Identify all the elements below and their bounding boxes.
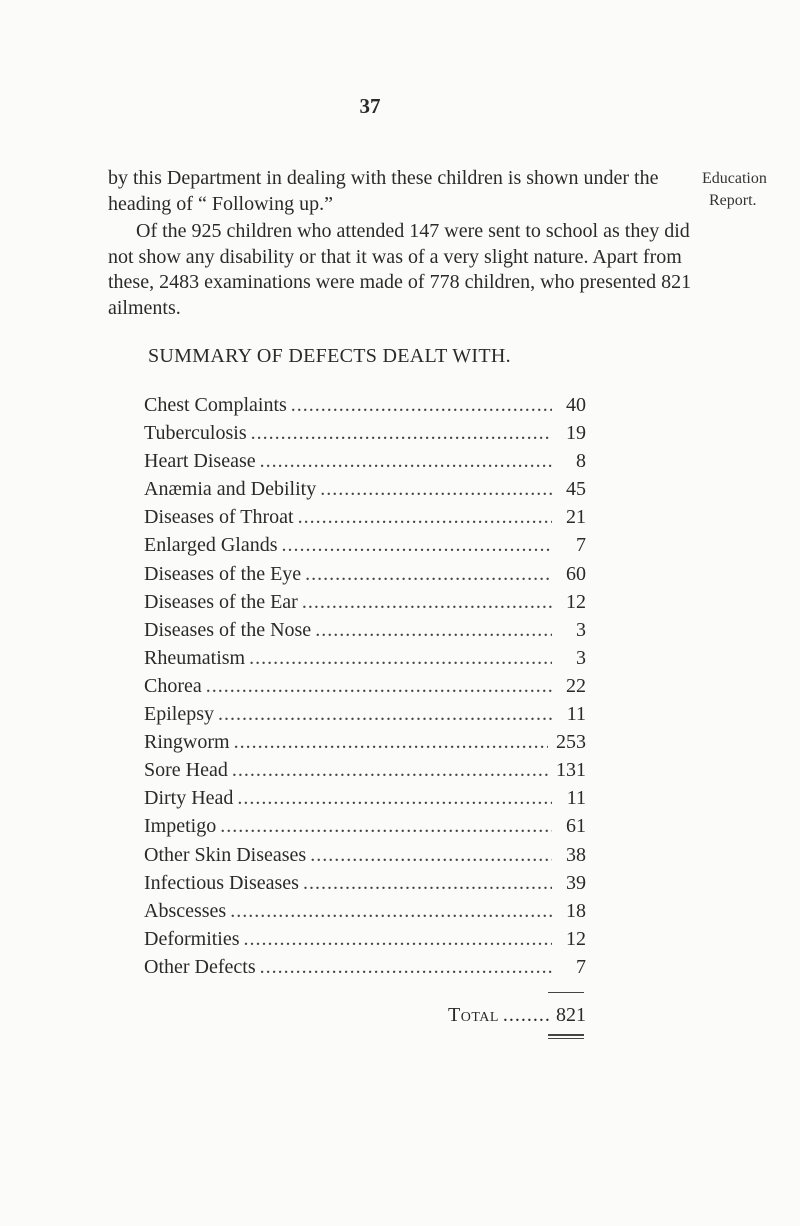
defect-name: Other Skin Diseases bbox=[144, 843, 307, 866]
defect-row bbox=[144, 784, 586, 812]
leader-dots bbox=[251, 419, 552, 447]
defect-name: Deformities bbox=[144, 927, 240, 950]
defect-row bbox=[144, 503, 586, 531]
defect-row bbox=[144, 475, 586, 503]
defect-name: Chorea bbox=[144, 674, 202, 697]
defect-count: 7 bbox=[576, 534, 586, 557]
defect-count: 39 bbox=[566, 871, 586, 894]
defect-count: 12 bbox=[566, 590, 586, 613]
leader-dots bbox=[244, 925, 552, 953]
defect-row bbox=[144, 869, 586, 897]
defect-name: Impetigo bbox=[144, 815, 217, 838]
defect-count: 45 bbox=[566, 478, 586, 501]
paragraph-continued: by this Department in dealing with these children is shown under the heading of “ Following up.” bbox=[108, 167, 659, 215]
defect-row bbox=[144, 812, 586, 840]
defect-row bbox=[144, 588, 586, 616]
defect-row bbox=[144, 925, 586, 953]
defect-name: Rheumatism bbox=[144, 646, 246, 669]
defect-count: 131 bbox=[556, 759, 586, 782]
summary-heading: SUMMARY OF DEFECTS DEALT WITH. bbox=[148, 345, 511, 367]
leader-dots bbox=[218, 700, 552, 728]
defect-count: 60 bbox=[566, 562, 586, 585]
defect-name: Diseases of the Nose bbox=[144, 618, 312, 641]
defect-name: Tuberculosis bbox=[144, 422, 247, 445]
leader-dots bbox=[260, 447, 552, 475]
defect-row bbox=[144, 419, 586, 447]
leader-dots bbox=[302, 588, 552, 616]
defect-name: Heart Disease bbox=[144, 450, 256, 473]
defect-name: Diseases of the Ear bbox=[144, 590, 298, 613]
defect-row bbox=[144, 756, 586, 784]
total-rule-bottom bbox=[548, 1034, 584, 1039]
defect-count: 11 bbox=[566, 787, 586, 810]
defect-name: Diseases of the Eye bbox=[144, 562, 302, 585]
total-rule-top bbox=[548, 992, 584, 993]
defect-name: Sore Head bbox=[144, 759, 228, 782]
defect-row bbox=[144, 700, 586, 728]
defect-count: 21 bbox=[566, 506, 586, 529]
defects-list bbox=[144, 391, 586, 981]
defect-count: 12 bbox=[566, 927, 586, 950]
margin-note-line-1: Education bbox=[702, 170, 767, 187]
paragraph-attendance: Of the 925 children who attended 147 were sent to school as they did not show any disability or that it was of a very slight nature. Apart from these, 2483 examinations were made of 778 children, who presented 821 ailments. bbox=[108, 220, 692, 319]
leader-dots bbox=[315, 616, 552, 644]
defect-name: Chest Complaints bbox=[144, 394, 287, 416]
leader-dots bbox=[237, 784, 552, 812]
defect-count: 8 bbox=[576, 450, 586, 473]
page-number: 37 bbox=[359, 94, 381, 118]
defect-row bbox=[144, 447, 586, 475]
defect-count: 253 bbox=[556, 731, 586, 754]
defect-count: 19 bbox=[566, 422, 586, 445]
defect-count: 22 bbox=[566, 674, 586, 697]
leader-dots bbox=[230, 897, 552, 925]
margin-note-line-2: Report. bbox=[709, 192, 757, 209]
defect-count: 18 bbox=[566, 899, 586, 922]
defect-name: Infectious Diseases bbox=[144, 871, 299, 894]
defect-count: 40 bbox=[566, 394, 586, 416]
defect-row bbox=[144, 391, 586, 419]
defect-row bbox=[144, 841, 586, 869]
defect-row bbox=[144, 728, 586, 756]
defect-row bbox=[144, 531, 586, 559]
leader-dots bbox=[303, 869, 552, 897]
defect-row bbox=[144, 672, 586, 700]
leader-dots bbox=[234, 728, 548, 756]
defect-row bbox=[144, 616, 586, 644]
defect-count: 3 bbox=[576, 618, 586, 641]
leader-dots bbox=[305, 560, 552, 588]
leader-dots bbox=[206, 672, 552, 700]
total-row bbox=[448, 1004, 586, 1027]
defect-name: Anæmia and Debility bbox=[144, 478, 317, 501]
defect-name: Abscesses bbox=[144, 899, 227, 922]
total-value: 821 bbox=[556, 1004, 586, 1026]
leader-dots bbox=[310, 841, 552, 869]
defect-name: Diseases of Throat bbox=[144, 506, 294, 529]
defect-name: Ringworm bbox=[144, 731, 230, 754]
leader-dots bbox=[320, 475, 552, 503]
defect-count: 7 bbox=[576, 955, 586, 978]
leader-dots bbox=[291, 391, 552, 419]
defect-name: Dirty Head bbox=[144, 787, 234, 810]
leader-dots bbox=[298, 503, 552, 531]
defect-row bbox=[144, 897, 586, 925]
defect-count: 61 bbox=[566, 815, 586, 838]
defect-row bbox=[144, 560, 586, 588]
total-label: Total bbox=[448, 1004, 499, 1026]
leader-dots bbox=[260, 953, 552, 981]
defect-count: 38 bbox=[566, 843, 586, 866]
defect-count: 11 bbox=[566, 703, 586, 726]
leader-dots bbox=[249, 644, 552, 672]
defect-name: Epilepsy bbox=[144, 703, 214, 726]
defect-row bbox=[144, 644, 586, 672]
leader-dots bbox=[282, 531, 553, 559]
leader-dots bbox=[220, 812, 552, 840]
defect-count: 3 bbox=[576, 646, 586, 669]
leader-dots bbox=[503, 1004, 552, 1027]
margin-note bbox=[702, 168, 767, 212]
leader-dots bbox=[232, 756, 548, 784]
defect-name: Enlarged Glands bbox=[144, 534, 278, 557]
defect-name: Other Defects bbox=[144, 955, 256, 978]
defect-row bbox=[144, 953, 586, 981]
